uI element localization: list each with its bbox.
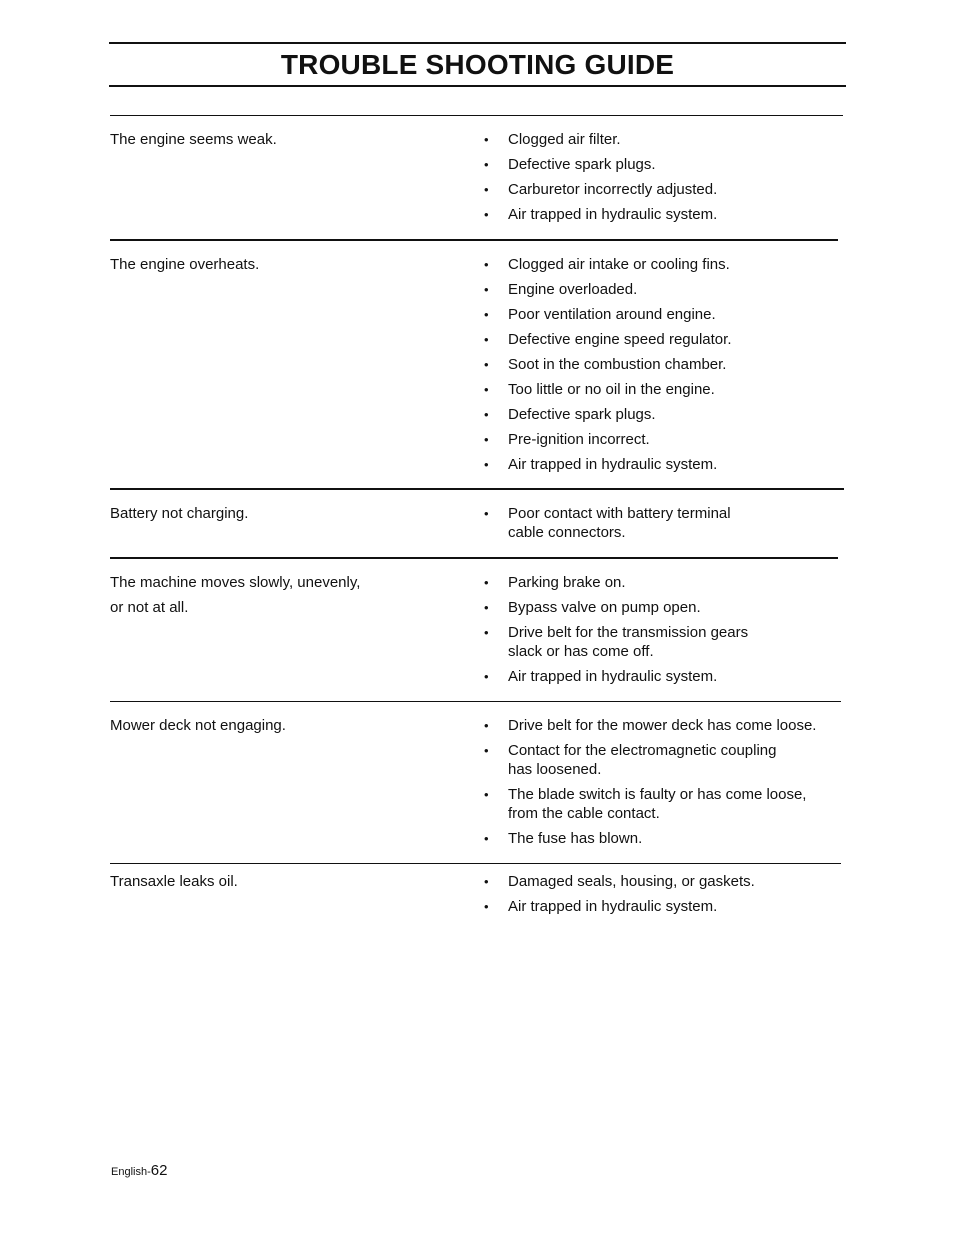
cause-list xyxy=(484,573,844,692)
cause-text: Defective engine speed regulator. xyxy=(508,331,732,348)
cause-item xyxy=(484,897,844,916)
problem-text: The machine moves slowly, unevenly, xyxy=(110,574,361,591)
problem-text: The engine seems weak. xyxy=(110,131,277,148)
cause-text: Air trapped in hydraulic system. xyxy=(508,668,718,685)
cause-item xyxy=(484,623,844,661)
cause-text: from the cable contact. xyxy=(508,805,660,822)
bullet-icon: • xyxy=(484,207,489,222)
cause-text: Too little or no oil in the engine. xyxy=(508,381,715,398)
problem-text: or not at all. xyxy=(110,599,189,616)
bullet-icon: • xyxy=(484,718,489,733)
bullet-icon: • xyxy=(484,575,489,590)
bullet-icon: • xyxy=(484,257,489,272)
cause-item xyxy=(484,598,844,617)
cause-item xyxy=(484,305,844,324)
cause-text: Defective spark plugs. xyxy=(508,156,656,173)
cause-text: Carburetor incorrectly adjusted. xyxy=(508,181,718,198)
cause-item xyxy=(484,667,844,686)
cause-item xyxy=(484,455,844,474)
page-number: 62 xyxy=(150,1162,168,1179)
cause-item xyxy=(484,130,844,149)
bullet-icon: • xyxy=(484,182,489,197)
page-title: TROUBLE SHOOTING GUIDE xyxy=(280,48,675,80)
cause-list xyxy=(484,130,844,230)
cause-text: Engine overloaded. xyxy=(508,281,638,298)
bullet-icon: • xyxy=(484,132,489,147)
cause-item xyxy=(484,280,844,299)
bullet-icon: • xyxy=(484,874,489,889)
problem-text: Transaxle leaks oil. xyxy=(110,873,238,890)
cause-item xyxy=(484,716,844,735)
cause-text: Air trapped in hydraulic system. xyxy=(508,206,718,223)
bullet-icon: • xyxy=(484,382,489,397)
cause-text: Clogged air filter. xyxy=(508,131,621,148)
problem-text: The engine overheats. xyxy=(110,256,260,273)
cause-list xyxy=(484,716,844,854)
problem-text: Mower deck not engaging. xyxy=(110,717,286,734)
problem-cell xyxy=(110,713,450,738)
cause-item xyxy=(484,872,844,891)
cause-list xyxy=(484,872,844,922)
cause-text: Parking brake on. xyxy=(508,574,626,591)
cause-item xyxy=(484,741,844,779)
problem-cell xyxy=(110,127,450,152)
cause-text: Poor contact with battery terminal xyxy=(508,505,731,522)
bullet-icon: • xyxy=(484,625,489,640)
cause-item xyxy=(484,405,844,424)
cause-item xyxy=(484,430,844,449)
cause-item xyxy=(484,785,844,823)
problem-cell xyxy=(110,570,450,620)
bullet-icon: • xyxy=(484,407,489,422)
cause-item xyxy=(484,330,844,349)
bullet-icon: • xyxy=(484,899,489,914)
problem-cell xyxy=(110,252,450,277)
title-block xyxy=(109,42,846,87)
row-divider xyxy=(110,239,838,241)
bullet-icon: • xyxy=(484,157,489,172)
bullet-icon: • xyxy=(484,357,489,372)
cause-text: Drive belt for the transmission gears xyxy=(508,624,749,641)
row-divider xyxy=(110,557,838,559)
cause-text: Drive belt for the mower deck has come loose. xyxy=(508,717,817,734)
cause-item xyxy=(484,205,844,224)
bullet-icon: • xyxy=(484,831,489,846)
cause-text: The blade switch is faulty or has come loose, xyxy=(508,786,807,803)
bullet-icon: • xyxy=(484,506,489,521)
bullet-icon: • xyxy=(484,282,489,297)
bullet-icon: • xyxy=(484,600,489,615)
cause-item xyxy=(484,504,844,542)
bullet-icon: • xyxy=(484,787,489,802)
cause-item xyxy=(484,255,844,274)
cause-text: slack or has come off. xyxy=(508,643,654,660)
bullet-icon: • xyxy=(484,332,489,347)
cause-text: has loosened. xyxy=(508,761,602,778)
footer-language: English- xyxy=(111,1166,151,1178)
bullet-icon: • xyxy=(484,432,489,447)
row-divider xyxy=(110,863,841,864)
problem-text: Battery not charging. xyxy=(110,505,249,522)
cause-text: cable connectors. xyxy=(508,524,626,541)
cause-text: The fuse has blown. xyxy=(508,830,643,847)
cause-item xyxy=(484,829,844,848)
cause-item xyxy=(484,380,844,399)
bullet-icon: • xyxy=(484,307,489,322)
bullet-icon: • xyxy=(484,457,489,472)
cause-text: Contact for the electromagnetic coupling xyxy=(508,742,777,759)
cause-list xyxy=(484,255,844,480)
table-top-rule xyxy=(110,115,843,116)
cause-text: Air trapped in hydraulic system. xyxy=(508,456,718,473)
cause-text: Clogged air intake or cooling fins. xyxy=(508,256,730,273)
cause-list xyxy=(484,504,844,548)
cause-text: Air trapped in hydraulic system. xyxy=(508,898,718,915)
bullet-icon: • xyxy=(484,669,489,684)
cause-text: Poor ventilation around engine. xyxy=(508,306,716,323)
cause-text: Soot in the combustion chamber. xyxy=(508,356,727,373)
cause-text: Bypass valve on pump open. xyxy=(508,599,701,616)
cause-item xyxy=(484,180,844,199)
row-divider xyxy=(110,701,841,702)
cause-text: Pre-ignition incorrect. xyxy=(508,431,650,448)
page-footer xyxy=(111,1162,167,1179)
bullet-icon: • xyxy=(484,743,489,758)
problem-cell xyxy=(110,869,450,894)
cause-item xyxy=(484,155,844,174)
cause-text: Defective spark plugs. xyxy=(508,406,656,423)
cause-item xyxy=(484,355,844,374)
row-divider xyxy=(110,488,844,490)
cause-text: Damaged seals, housing, or gaskets. xyxy=(508,873,755,890)
cause-item xyxy=(484,573,844,592)
problem-cell xyxy=(110,501,450,526)
